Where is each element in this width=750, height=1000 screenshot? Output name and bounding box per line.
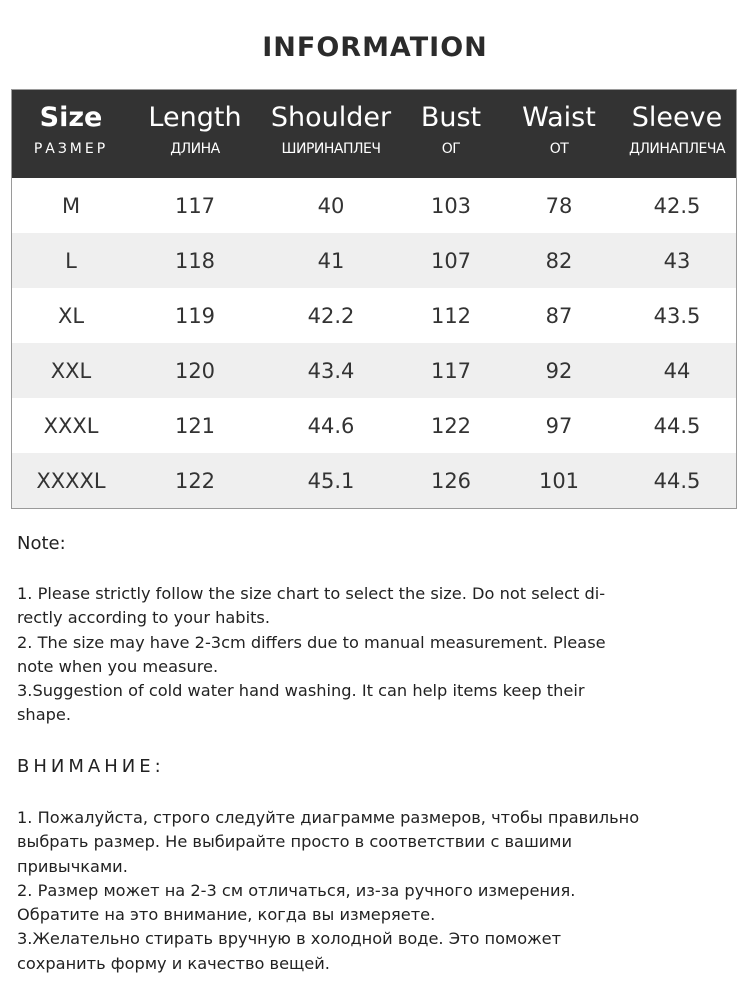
header-waist <box>500 90 618 178</box>
header-shoulder-en: Shoulder <box>270 102 392 133</box>
note-ru-line: выбрать размер. Не выбирайте просто в соответствии с вашими <box>17 832 573 852</box>
cell-sleeve: 44.5 <box>653 468 701 493</box>
header-waist-en: Waist <box>522 102 596 133</box>
cell-shoulder: 41 <box>317 248 345 273</box>
header-bust-ru: ОГ <box>441 141 461 157</box>
header-sleeve-en: Sleeve <box>631 102 723 133</box>
note-en-line: 1. Please strictly follow the size chart to select the size. Do not select di- <box>17 584 606 603</box>
note-ru-line: 2. Размер может на 2-3 см отличаться, из-за ручного измерения. <box>17 880 576 900</box>
cell-size: M <box>61 193 81 218</box>
cell-waist: 92 <box>545 358 573 383</box>
note-ru-line: 1. Пожалуйста, строго следуйте диаграмме размеров, чтобы правильно <box>17 808 640 827</box>
cell-sleeve: 42.5 <box>653 193 701 218</box>
cell-sleeve: 43 <box>663 248 691 273</box>
header-shoulder-ru: ШИРИНАПЛЕЧ <box>281 141 381 157</box>
cell-length: 120 <box>174 358 216 383</box>
note-heading-en: Note: <box>17 533 66 554</box>
note-ru-line: 3.Желательно стирать вручную в холодной воде. Это поможет <box>17 929 562 949</box>
header-length-en: Length <box>148 102 242 133</box>
header-length-ru: ДЛИНА <box>170 141 220 157</box>
cell-size: L <box>65 248 77 273</box>
table-row <box>12 343 736 398</box>
note-en-line: rectly according to your habits. <box>17 608 270 628</box>
header-shoulder <box>260 90 402 178</box>
table-row <box>12 178 736 233</box>
header-length <box>130 90 260 178</box>
notes-ru <box>17 806 737 976</box>
cell-waist: 101 <box>538 468 580 493</box>
note-en-line: shape. <box>17 705 71 725</box>
cell-length: 117 <box>174 193 216 218</box>
cell-bust: 126 <box>430 468 472 493</box>
cell-bust: 117 <box>430 358 472 383</box>
note-ru-line: привычками. <box>17 856 128 876</box>
cell-sleeve: 44 <box>663 358 691 383</box>
cell-sleeve: 44.5 <box>653 413 701 438</box>
cell-size: XXL <box>50 358 92 383</box>
header-size-en: Size <box>39 102 103 133</box>
cell-size: XXXL <box>43 413 99 438</box>
cell-size: XL <box>57 303 85 328</box>
table-row <box>12 453 736 508</box>
cell-length: 121 <box>174 413 216 438</box>
page-title: INFORMATION <box>262 32 488 63</box>
note-ru-line: Обратите на это внимание, когда вы измеряете. <box>17 905 436 925</box>
header-sleeve-ru: ДЛИНАПЛЕЧА <box>628 141 726 157</box>
cell-bust: 103 <box>430 193 472 218</box>
note-en-line: note when you measure. <box>17 656 219 676</box>
cell-size: XXXXL <box>36 468 106 493</box>
note-en-line: 3.Suggestion of cold water hand washing. It can help items keep their <box>17 681 585 701</box>
cell-waist: 82 <box>545 248 573 273</box>
header-bust-en: Bust <box>420 102 482 133</box>
cell-sleeve: 43.5 <box>653 303 701 328</box>
cell-waist: 87 <box>545 303 573 328</box>
cell-shoulder: 42.2 <box>307 303 355 328</box>
cell-waist: 97 <box>545 413 573 438</box>
header-size-ru: РАЗМЕР <box>33 141 109 157</box>
table-header <box>12 90 736 178</box>
cell-bust: 112 <box>430 303 472 328</box>
table-row <box>12 288 736 343</box>
cell-shoulder: 40 <box>317 193 345 218</box>
header-sleeve <box>618 90 736 178</box>
header-size <box>12 90 130 178</box>
note-en-line: 2. The size may have 2-3cm differs due to manual measurement. Please <box>17 632 606 652</box>
size-chart-table <box>11 89 737 509</box>
header-waist-ru: ОТ <box>549 141 569 157</box>
note-ru-line: сохранить форму и качество вещей. <box>17 953 330 973</box>
note-heading-ru: ВНИМАНИЕ: <box>17 756 165 777</box>
table-row <box>12 398 736 453</box>
notes-en <box>17 582 737 728</box>
cell-length: 122 <box>174 468 216 493</box>
table-row <box>12 233 736 288</box>
cell-bust: 122 <box>430 413 472 438</box>
cell-shoulder: 45.1 <box>307 468 355 493</box>
header-bust <box>402 90 500 178</box>
cell-length: 119 <box>174 303 216 328</box>
cell-waist: 78 <box>545 193 573 218</box>
cell-length: 118 <box>174 248 216 273</box>
cell-bust: 107 <box>430 248 472 273</box>
cell-shoulder: 44.6 <box>307 413 355 438</box>
cell-shoulder: 43.4 <box>307 358 355 383</box>
